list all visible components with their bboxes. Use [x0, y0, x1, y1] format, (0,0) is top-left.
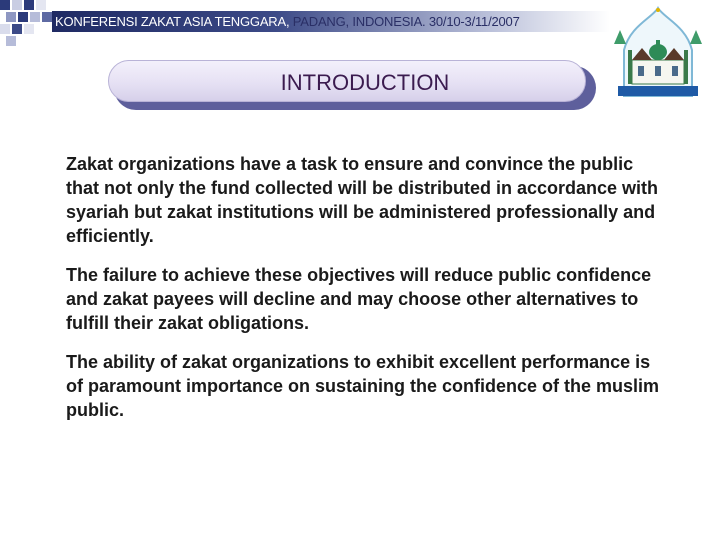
paragraph-2: The failure to achieve these objectives will reduce public confidence and zakat payees will decline and may choose other alternatives to fulfill their zakat obligations.: [66, 265, 652, 333]
banner-main-text: KONFERENSI ZAKAT ASIA TENGGARA,: [55, 14, 293, 29]
slide-title: INTRODUCTION: [280, 70, 450, 95]
paragraph-1: Zakat organizations have a task to ensure and convince the public that not only the fund collected will be distributed in accordance with syariah but zakat institutions will be administered professionally and efficiently.: [66, 154, 659, 246]
conference-logo: [612, 4, 704, 102]
banner-tail-text: PADANG, INDONESIA. 30/10-3/11/2007: [292, 14, 520, 29]
paragraph-3: The ability of zakat organizations to exhibit excellent performance is of paramount importance on sustaining the confidence of the muslim public.: [66, 352, 660, 420]
conference-banner-text: [55, 13, 615, 30]
decorative-checker-pattern: [0, 0, 60, 46]
mosque-logo-icon: [612, 4, 704, 102]
content-paragraphs: [66, 152, 666, 437]
